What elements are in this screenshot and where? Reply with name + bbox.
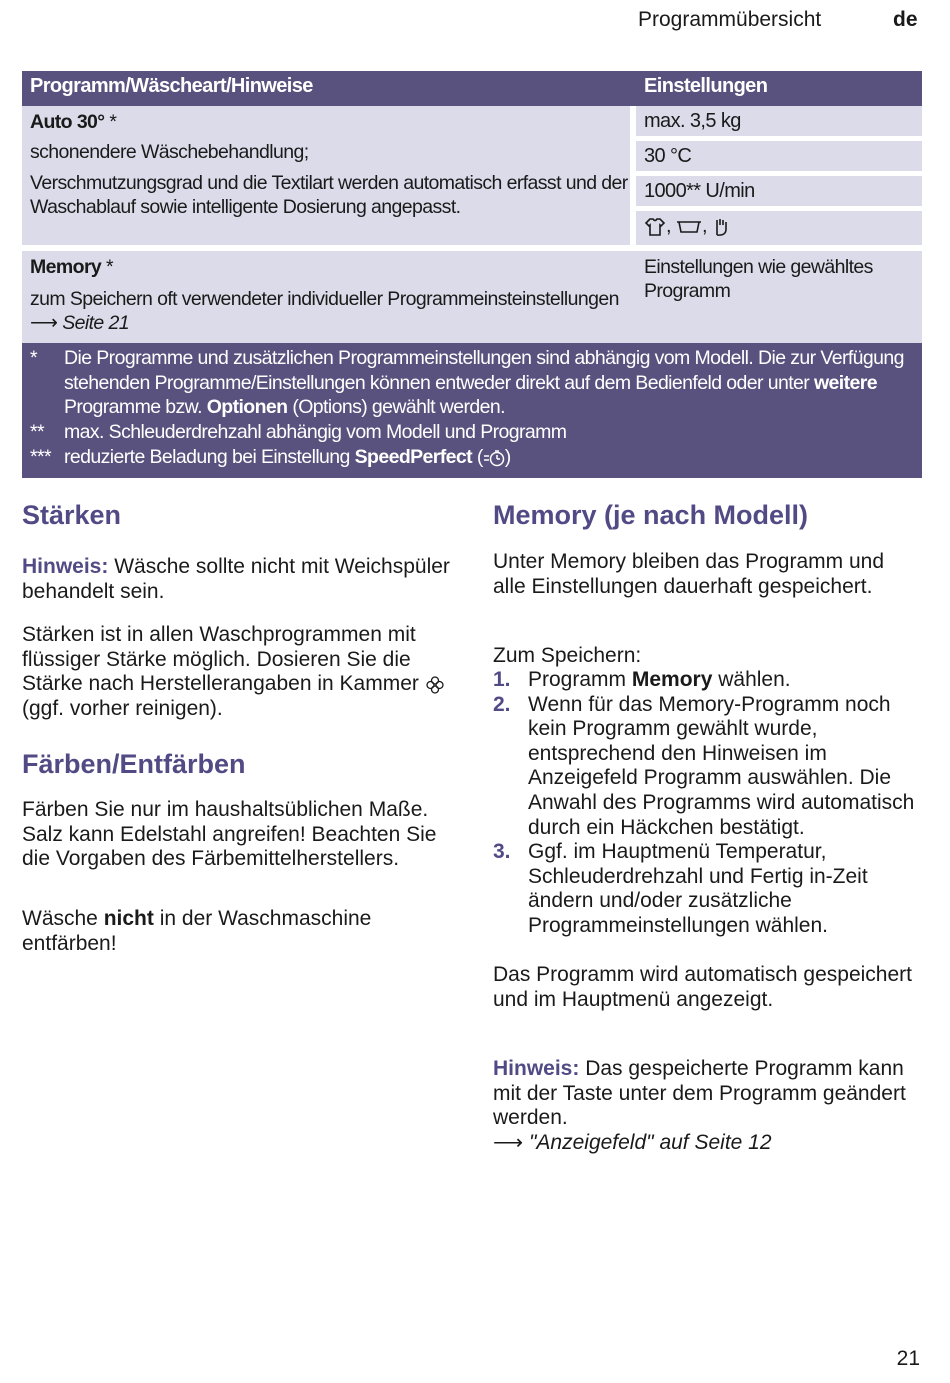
hint-text: Wäsche sollte nicht mit Weichspüler behandelt sein.	[22, 555, 450, 603]
arrow-icon: ⟶	[30, 312, 58, 334]
language-code: de	[893, 8, 918, 31]
footnote-text: max. Schleuderdrehzahl abhängig vom Modell und Programm	[64, 421, 567, 443]
paragraph-text: (ggf. vorher reinigen).	[22, 696, 223, 720]
paragraph-text: Wäsche	[22, 907, 104, 930]
setting-icons: , ,	[636, 211, 922, 245]
step-text: wählen.	[712, 668, 791, 691]
step-number: 2.	[493, 692, 511, 716]
step-text: Ggf. im Hauptmenü Temperatur, Schleuderdrehzahl und Fertig in-Zeit ändern und/oder zusätzliche Programmeinstellungen wählen.	[528, 840, 868, 937]
col-header-program: Programm/Wäscheart/Hinweise	[30, 75, 313, 97]
memory-after: Das Programm wird automatisch gespeichert und im Hauptmenü angezeigt.	[493, 963, 912, 1011]
program-description: zum Speichern oft verwendeter individueller Programmeinsteinstellungen	[30, 288, 619, 310]
table-header	[22, 71, 922, 106]
faerben-heading: Färben/Entfärben	[22, 749, 246, 779]
memory-hint	[493, 1057, 918, 1155]
list-item	[493, 668, 923, 693]
footnote-text: (Options) gewählt werden.	[287, 396, 505, 419]
setting-spin: 1000** U/min	[636, 176, 922, 211]
program-cell	[30, 255, 630, 335]
section-title: Programmübersicht	[638, 8, 822, 31]
col-header-settings: Einstellungen	[644, 75, 768, 97]
setting-load: max. 3,5 kg	[636, 106, 922, 141]
page-number: 21	[896, 1347, 920, 1370]
staerken-heading: Stärken	[22, 500, 122, 530]
shirt-icon	[644, 217, 666, 237]
footnote-bold: Optionen	[206, 396, 288, 419]
setting-temperature: 30 °C	[636, 141, 922, 176]
speed-clock-icon	[483, 449, 505, 467]
step-text: Programm	[528, 668, 632, 691]
paragraph-text: Stärken ist in allen Waschprogrammen mit flüssiger Stärke möglich. Dosieren Sie die Stärke nach Herstellerangaben in Kammer	[22, 623, 425, 696]
paragraph-text: in der Waschmaschine entfärben!	[22, 907, 372, 955]
table-row-auto30	[22, 106, 922, 245]
tub-icon	[676, 219, 702, 235]
staerken-paragraph	[22, 623, 452, 721]
footnote-text: )	[504, 446, 511, 468]
footnote-bold: weitere	[813, 371, 877, 394]
hint-text: Das gespeicherte Programm kann mit der Taste unter dem Programm geändert werden.	[493, 1057, 906, 1130]
settings-cell	[636, 106, 922, 245]
memory-heading: Memory (je nach Modell)	[493, 500, 809, 530]
list-item	[493, 693, 923, 841]
settings-cell: Einstellungen wie gewähltes Programm	[644, 256, 873, 302]
footnote-text: reduzierte Beladung bei Einstellung	[64, 446, 355, 468]
footnote-text: (	[472, 446, 483, 468]
staerken-hint	[22, 555, 452, 604]
footnote-bold: SpeedPerfect	[354, 446, 473, 468]
program-table	[22, 71, 922, 478]
program-description: Verschmutzungsgrad und die Textilart werden automatisch erfasst und der Waschablauf sowie intelligente Dosierung angepasst.	[30, 172, 628, 218]
footnote-mark: *	[104, 111, 117, 133]
faerben-warning	[22, 907, 442, 956]
step-number: 1.	[493, 668, 511, 691]
hand-icon	[712, 217, 730, 237]
footnote-mark: ***	[30, 446, 51, 468]
footnote-mark: **	[30, 421, 44, 443]
step-text: Wenn für das Memory-Programm noch kein Programm gewählt wurde, entsprechend den Hinweisen im Anzeigefeld Programm auswählen. Die Anwahl des Programms wird automatisch durch ein Häckchen bestätigt.	[528, 692, 915, 839]
arrow-icon: ⟶	[493, 1130, 524, 1154]
page-link[interactable]: Seite 21	[62, 312, 129, 334]
step-number: 3.	[493, 840, 511, 864]
footnote-text: Programme bzw.	[64, 396, 207, 419]
memory-steps	[493, 668, 923, 939]
program-name: Auto 30°	[30, 111, 105, 133]
memory-to-save: Zum Speichern:	[493, 644, 642, 667]
program-note: schonendere Wäschebehandlung;	[30, 141, 309, 163]
flower-icon	[425, 675, 445, 695]
footnote-mark: *	[101, 256, 113, 278]
program-cell	[30, 110, 630, 219]
page-link[interactable]: "Anzeigefeld" auf Seite 12	[528, 1130, 772, 1154]
step-bold: Memory	[631, 668, 713, 691]
program-name: Memory	[30, 256, 102, 278]
table-footnotes	[22, 343, 922, 478]
memory-intro: Unter Memory bleiben das Programm und alle Einstellungen dauerhaft gespeichert.	[493, 550, 885, 598]
footnote-text: Die Programme und zusätzlichen Programmeinstellungen sind abhängig vom Modell. Die zur Verfügung stehenden Programme/Einstellungen können entweder direkt auf dem Bedienfeld oder unter	[64, 347, 904, 394]
footnote-mark: *	[30, 347, 37, 369]
table-row-memory	[22, 251, 922, 343]
list-item	[493, 840, 923, 938]
hint-label: Hinweis:	[493, 1057, 580, 1080]
emphasis: nicht	[103, 907, 154, 930]
faerben-paragraph: Färben Sie nur im haushaltsüblichen Maße. Salz kann Edelstahl angreifen! Beachten Sie die Vorgaben des Färbemittelherstellers.	[22, 798, 437, 871]
hint-label: Hinweis:	[22, 555, 109, 578]
